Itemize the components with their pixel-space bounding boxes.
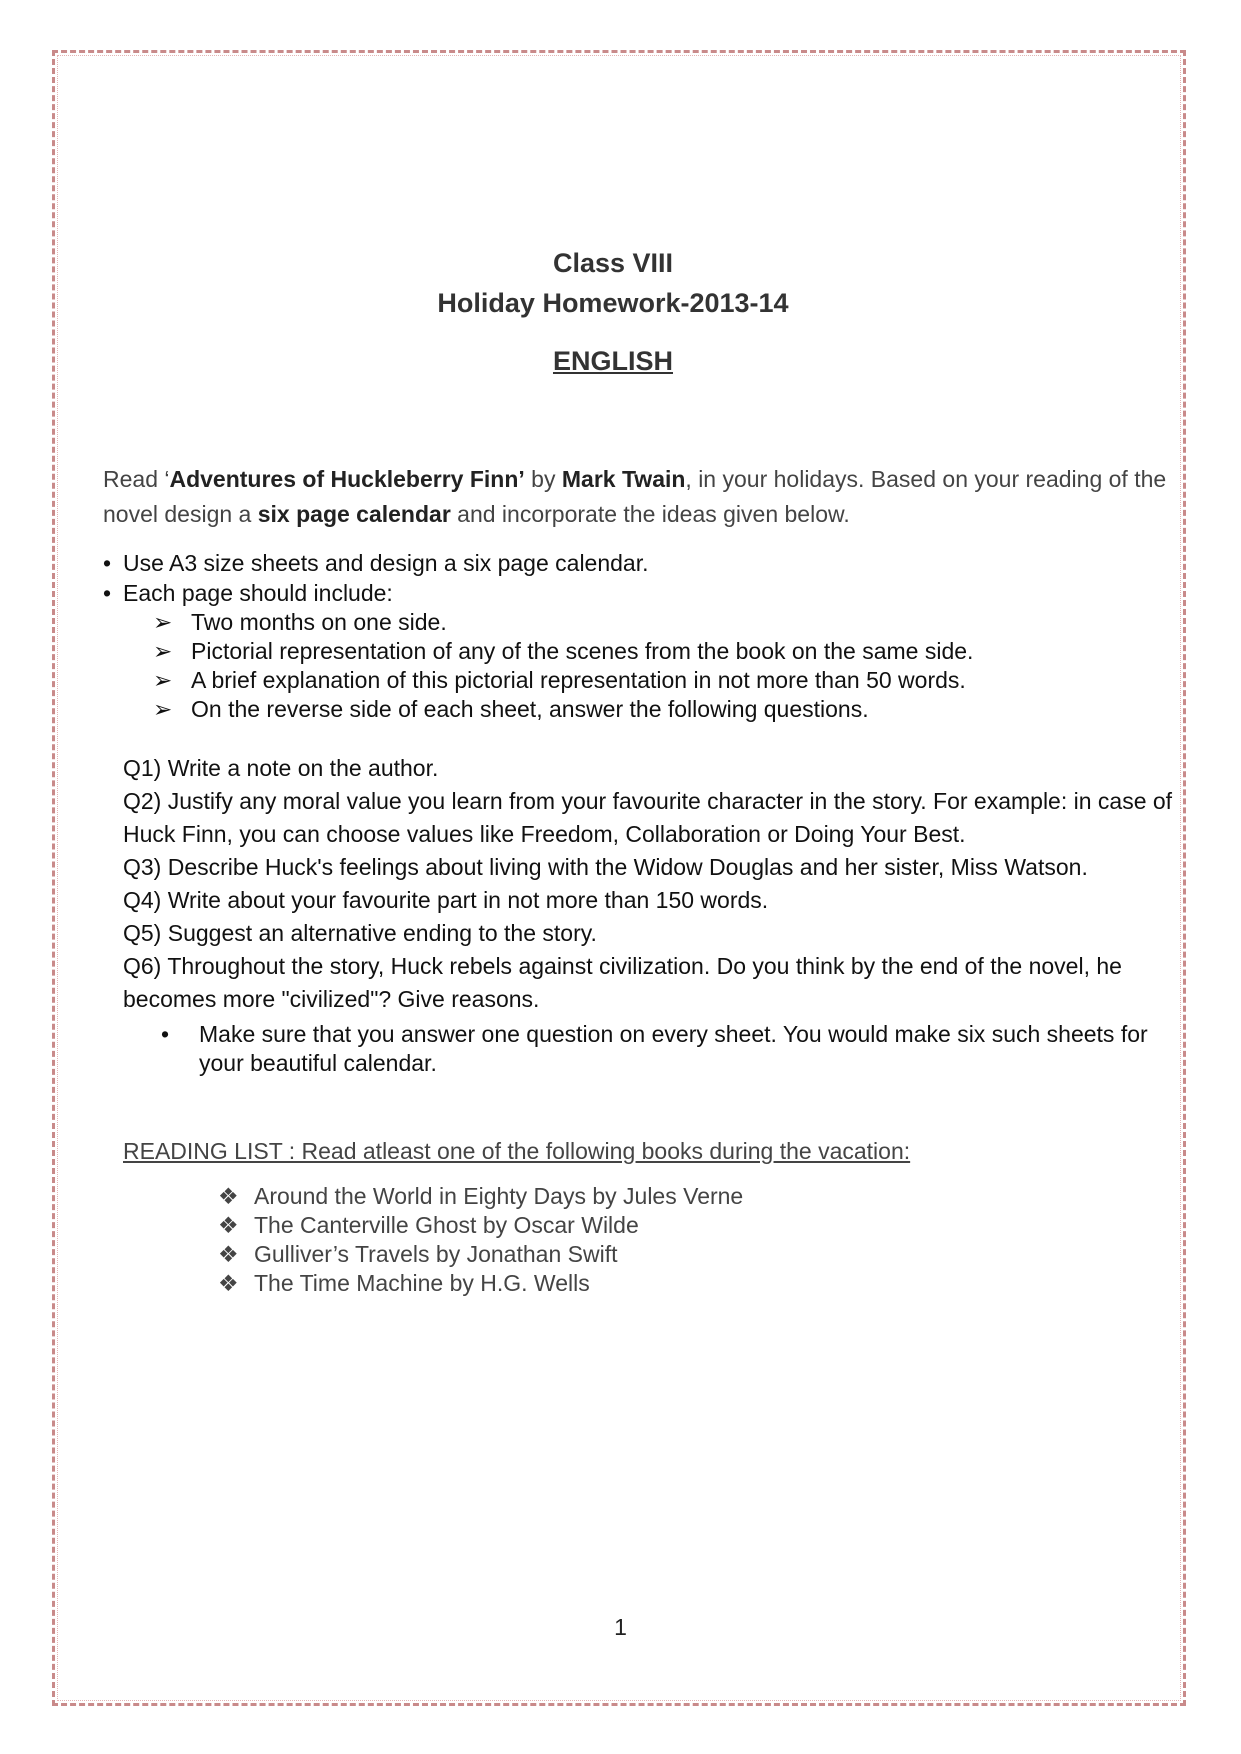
list-item — [153, 608, 1178, 637]
list-item-text: A brief explanation of this pictorial representation in not more than 50 words. — [191, 667, 966, 693]
intro-text: by — [524, 466, 562, 492]
reading-list-title: READING LIST : Read atleast one of the following books during the vacation: — [123, 1138, 911, 1164]
page-number: 1 — [614, 1614, 627, 1640]
book-entry: Gulliver’s Travels by Jonathan Swift — [254, 1241, 618, 1267]
list-item-text: On the reverse side of each sheet, answer the following questions. — [191, 696, 869, 722]
intro-text: , in your holidays. Based on your reading of the novel design a — [103, 466, 1167, 527]
bullet-icon: • — [103, 550, 112, 576]
book-entry: Around the World in Eighty Days by Jules Verne — [254, 1183, 744, 1209]
list-item — [153, 666, 1178, 695]
note-text: Make sure that you answer one question on every sheet. You would make six such sheets for your beautiful calendar. — [199, 1021, 1148, 1076]
author-name: Mark Twain — [561, 466, 686, 492]
bullet-icon: • — [103, 580, 112, 606]
arrow-bullet-icon: ➢ — [153, 609, 173, 635]
question-list — [123, 752, 1183, 1078]
question-2: Q2) Justify any moral value you learn from your favourite character in the story. For example: in case of Huck Finn, you can choose values like Freedom, Collaboration or Doing Your Best. — [123, 788, 1173, 847]
arrow-bullet-icon: ➢ — [153, 696, 173, 722]
list-item — [218, 1240, 743, 1269]
subject-title: ENGLISH — [552, 346, 673, 376]
instruction-list — [103, 548, 1178, 724]
intro-text: Read ‘ — [103, 466, 170, 492]
question-4: Q4) Write about your favourite part in not more than 150 words. — [123, 887, 769, 913]
arrow-bullet-icon: ➢ — [153, 638, 173, 664]
intro-text: and incorporate the ideas given below. — [450, 501, 850, 527]
list-item-text: Use A3 size sheets and design a six page calendar. — [123, 550, 649, 576]
arrow-bullet-icon: ➢ — [153, 667, 173, 693]
diamond-bullet-icon: ❖ — [218, 1212, 239, 1238]
bullet-icon: • — [161, 1021, 170, 1047]
homework-title: Holiday Homework-2013-14 — [437, 288, 789, 318]
list-item — [153, 695, 1178, 724]
list-item-text: Two months on one side. — [191, 609, 447, 635]
list-item-text: Each page should include: — [123, 580, 393, 606]
list-item — [153, 637, 1178, 666]
page-requirements-list — [153, 608, 1178, 724]
list-item-text: Pictorial representation of any of the scenes from the book on the same side. — [191, 638, 974, 664]
calendar-emphasis: six page calendar — [257, 501, 451, 527]
book-entry: The Canterville Ghost by Oscar Wilde — [254, 1212, 639, 1238]
question-6: Q6) Throughout the story, Huck rebels against civilization. Do you think by the end of the novel, he becomes more "civilized"? Give reasons. — [123, 953, 1122, 1012]
list-item — [218, 1269, 743, 1298]
class-title: Class VIII — [552, 248, 674, 278]
list-item — [103, 578, 1178, 608]
diamond-bullet-icon: ❖ — [218, 1270, 239, 1296]
book-title: Adventures of Huckleberry Finn’ — [169, 466, 525, 492]
list-item — [218, 1182, 743, 1211]
intro-paragraph — [103, 462, 1178, 532]
question-1: Q1) Write a note on the author. — [123, 755, 439, 781]
list-item — [103, 548, 1178, 578]
list-item — [218, 1211, 743, 1240]
question-5: Q5) Suggest an alternative ending to the story. — [123, 920, 597, 946]
reading-list — [218, 1182, 743, 1298]
diamond-bullet-icon: ❖ — [218, 1183, 239, 1209]
diamond-bullet-icon: ❖ — [218, 1241, 239, 1267]
book-entry: The Time Machine by H.G. Wells — [254, 1270, 590, 1296]
question-3: Q3) Describe Huck's feelings about living with the Widow Douglas and her sister, Miss Watson. — [123, 854, 1088, 880]
instruction-note — [161, 1020, 1183, 1078]
